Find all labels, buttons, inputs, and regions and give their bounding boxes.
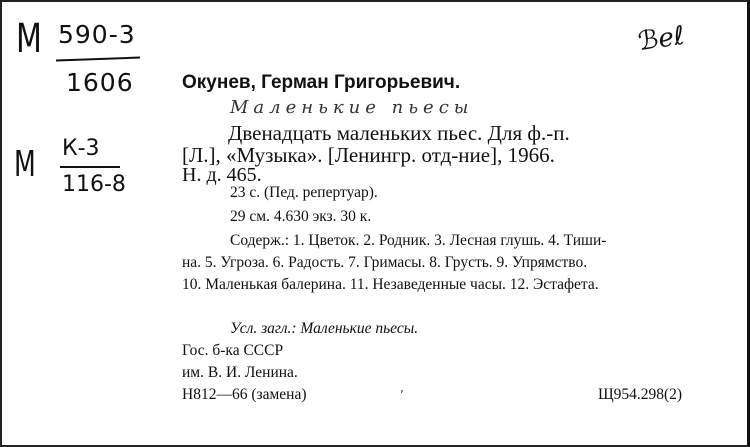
classification-code: Щ954.298(2)	[598, 386, 683, 403]
contents-note-line: Содерж.: 1. Цветок. 2. Родник. 3. Лесная глушь. 4. Тиши-	[230, 232, 607, 249]
size-and-price: 29 см. 4.630 экз. 30 к.	[230, 208, 372, 225]
handwritten-shelf-mark-prefix-2: М	[14, 144, 36, 185]
handwritten-title-note: Маленькие пьесы	[230, 97, 474, 118]
pagination: 23 с. (Пед. репертуар).	[230, 184, 378, 201]
author-heading: Окунев, Герман Григорьевич.	[182, 72, 461, 93]
handwritten-call-number: 590-3	[58, 20, 136, 49]
handwritten-call-number-2: К-3	[62, 136, 100, 161]
handwritten-inventory-number-2: 116-8	[62, 172, 126, 197]
publication-info: [Л.], «Музыка». [Ленингр. отд-ние], 1966.	[182, 143, 555, 167]
handwritten-inventory-number: 1606	[66, 68, 134, 97]
library-name: Гос. б-ка СССР	[182, 342, 284, 359]
conventional-title: Усл. загл.: Маленькие пьесы.	[230, 320, 419, 337]
contents-note-line: на. 5. Угроза. 6. Радость. 7. Гримасы. 8. Грусть. 9. Упрямство.	[182, 254, 588, 271]
library-name-continued: им. В. И. Ленина.	[182, 364, 298, 381]
title-statement: Двенадцать маленьких пьес. Для ф.-п.	[228, 121, 570, 145]
handwritten-tick-mark: ʼ	[400, 388, 404, 402]
handwritten-corner-note: ℬℯℓ	[636, 20, 687, 58]
handwritten-shelf-mark-prefix: М	[16, 16, 42, 62]
plate-number: Н. д. 465.	[182, 164, 262, 186]
contents-note-line: 10. Маленькая балерина. 11. Незаведенные часы. 12. Эстафета.	[182, 276, 599, 293]
handwritten-divider-line	[56, 57, 140, 62]
handwritten-divider-line-2	[60, 166, 120, 168]
card-number: Н812—66 (замена)	[182, 386, 307, 403]
